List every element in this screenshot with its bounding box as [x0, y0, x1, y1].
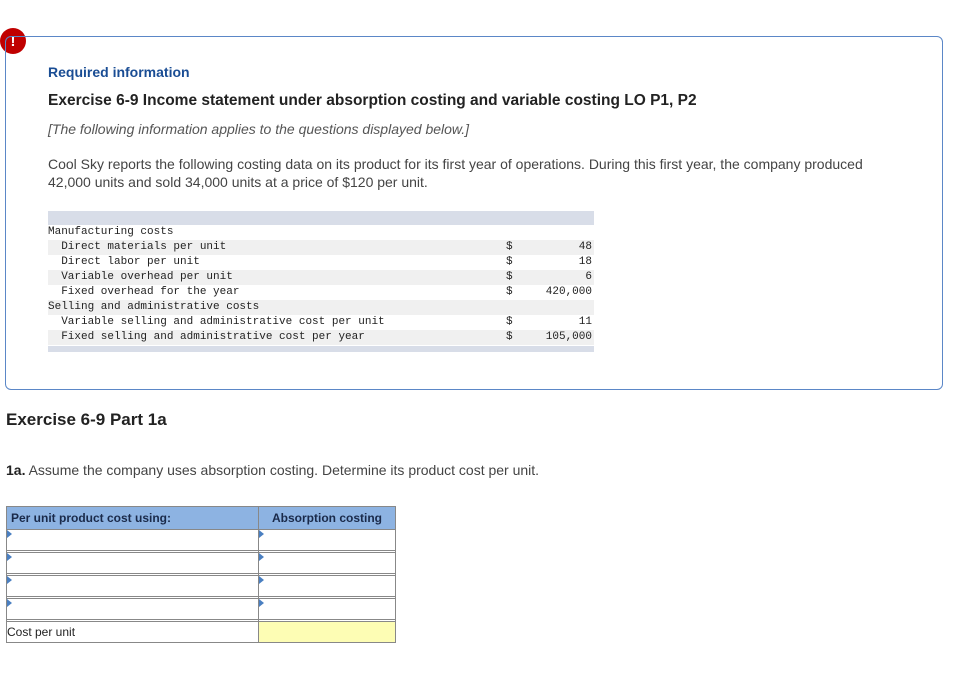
dropdown-indicator-icon [259, 599, 264, 607]
question-text [6, 462, 539, 478]
amount-input[interactable] [259, 599, 395, 619]
question-body: Assume the company uses absorption costing. Determine its product cost per unit. [25, 462, 540, 478]
dropdown-indicator-icon [7, 599, 12, 607]
info-note: [The following information applies to the questions displayed below.] [48, 121, 470, 137]
row-currency: $ [506, 331, 513, 343]
row-label: Variable overhead per unit [48, 271, 233, 283]
required-information-panel [5, 36, 943, 390]
row-label: Variable selling and administrative cost per unit [48, 316, 385, 328]
amount-cell[interactable] [259, 553, 396, 574]
dropdown-indicator-icon [7, 553, 12, 561]
row-value: 6 [585, 271, 592, 283]
row-label: Direct labor per unit [48, 256, 200, 268]
amount-cell[interactable] [259, 530, 396, 551]
answer-row [7, 553, 396, 574]
exercise-title: Exercise 6-9 Income statement under absorption costing and variable costing LO P1, P2 [48, 92, 697, 109]
table-row [48, 330, 594, 345]
table-footer-band [48, 346, 594, 352]
table-row [48, 255, 594, 270]
table-row [48, 285, 594, 300]
item-input[interactable] [7, 599, 258, 619]
row-currency: $ [506, 271, 513, 283]
row-currency [506, 300, 532, 315]
row-currency: $ [506, 316, 513, 328]
item-cell[interactable] [7, 553, 259, 574]
answer-table-header [7, 507, 396, 530]
cost-per-unit-result [259, 622, 396, 643]
amount-input[interactable] [259, 553, 395, 573]
table-row [48, 240, 594, 255]
amount-cell[interactable] [259, 576, 396, 597]
item-input[interactable] [7, 576, 258, 596]
row-label: Selling and administrative costs [48, 301, 260, 313]
row-value: 105,000 [545, 331, 592, 343]
answer-row [7, 530, 396, 551]
row-currency: $ [506, 256, 513, 268]
row-value: 11 [578, 316, 592, 328]
row-currency [506, 225, 532, 240]
item-cell[interactable] [7, 530, 259, 551]
amount-input[interactable] [259, 530, 395, 550]
item-cell[interactable] [7, 599, 259, 620]
answer-row [7, 576, 396, 597]
cost-per-unit-row [7, 622, 396, 643]
row-label: Direct materials per unit [48, 241, 227, 253]
row-currency: $ [506, 286, 513, 298]
row-currency: $ [506, 241, 513, 253]
row-value: 48 [578, 241, 592, 253]
row-value: 18 [578, 256, 592, 268]
dropdown-indicator-icon [7, 530, 12, 538]
row-value: 420,000 [545, 286, 592, 298]
item-input[interactable] [7, 530, 258, 550]
item-input[interactable] [7, 553, 258, 573]
dropdown-indicator-icon [7, 576, 12, 584]
table-header-band [48, 211, 594, 225]
amount-input[interactable] [259, 576, 395, 596]
question-number: 1a. [6, 462, 26, 478]
table-row [48, 315, 594, 330]
header-item-column: Per unit product cost using: [7, 507, 259, 530]
table-row [48, 270, 594, 285]
amount-cell[interactable] [259, 599, 396, 620]
row-label: Fixed selling and administrative cost per year [48, 331, 365, 343]
row-value [532, 300, 592, 315]
item-cell[interactable] [7, 576, 259, 597]
table-row [48, 225, 594, 240]
header-absorption-column: Absorption costing [259, 507, 396, 530]
row-value [532, 225, 592, 240]
required-info-heading: Required information [48, 64, 190, 80]
dropdown-indicator-icon [259, 576, 264, 584]
dropdown-indicator-icon [259, 553, 264, 561]
alert-symbol: ! [10, 32, 16, 50]
problem-description: Cool Sky reports the following costing data on its product for its first year of operations. During this first year, the company produced 42,000 units and sold 34,000 units at a price of $120 per unit. [48, 156, 863, 190]
part-title: Exercise 6-9 Part 1a [6, 410, 167, 429]
answer-row [7, 599, 396, 620]
cost-per-unit-label: Cost per unit [7, 622, 259, 643]
row-label: Manufacturing costs [48, 226, 174, 238]
dropdown-indicator-icon [259, 530, 264, 538]
answer-table [6, 506, 396, 643]
table-row [48, 300, 594, 315]
costing-data-table [48, 211, 594, 352]
row-label: Fixed overhead for the year [48, 286, 240, 298]
